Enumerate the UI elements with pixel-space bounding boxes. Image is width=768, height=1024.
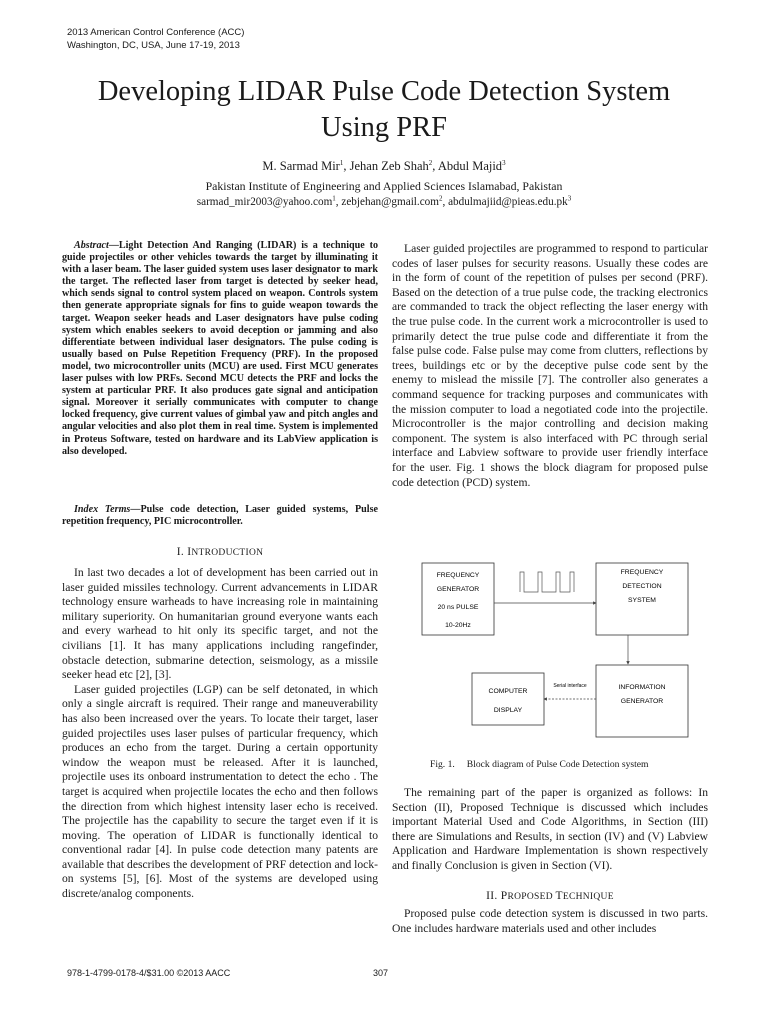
section-title-initial: P: [500, 890, 508, 902]
section-number: II.: [486, 890, 501, 902]
section-number: I.: [176, 546, 188, 558]
block-label: FREQUENCY: [436, 572, 480, 579]
block-label: GENERATOR: [620, 698, 664, 705]
block-diagram-figure: [420, 560, 690, 740]
paper-title-line-1: Developing LIDAR Pulse Code Detection System: [97, 76, 671, 107]
figure-caption-text: Block diagram of Pulse Code Detection system: [466, 759, 649, 770]
index-terms-text: —Pulse code detection, Laser guided systems, Pulse repetition frequency, PIC microcontroller.: [62, 504, 378, 528]
block-label: INFORMATION: [618, 684, 666, 691]
block-label: FREQUENCY: [620, 569, 664, 576]
abstract-label: Abstract: [74, 240, 109, 251]
figure-caption-label: Fig. 1.: [430, 759, 455, 770]
body-paragraph: In last two decades a lot of development has been carried out in laser guided missiles technology. Current advancements in LIDAR technology ensure warheads to have increasing role in maintaining military superiority. On humanitarian ground everyone wants each and every warhead to hit only its specific target, and not the civilians [1]. It has many applications including rangefinder, obstacle detection, submarine detection, seismology, as a missile seeker head etc [2], [3].: [62, 566, 378, 682]
section-heading-introduction: [62, 545, 378, 560]
computer-display-block: [472, 673, 544, 725]
index-terms-label: Index Terms: [74, 504, 131, 515]
block-label: SYSTEM: [628, 597, 656, 604]
conference-location: Washington, DC, USA, June 17-19, 2013: [67, 40, 240, 51]
author-affil-mark: 2: [428, 158, 433, 167]
author-name: Jehan Zeb Shah: [349, 159, 429, 173]
pulse-waveform: [520, 572, 574, 592]
email-mark: 3: [567, 194, 572, 203]
email-address: zebjehan@gmail.com: [341, 196, 439, 208]
block-label: DETECTION: [622, 583, 662, 590]
figure-caption: [430, 759, 649, 771]
author-affil-mark: 1: [339, 158, 344, 167]
section-heading-proposed-technique: [392, 889, 708, 904]
body-paragraph: Laser guided projectiles (LGP) can be self detonated, in which only a single aircraft is required. Their range and maneuverability has also been increased over the years. To locate their target, laser guided projectiles uses laser pulses of particular frequency, which produces an echo from the target. During a certain opportunity window the weapon must be released. After it is launched, projectile uses its onboard instrumentation to detect the echo . The target is acquired when projectile locates the echo and then follows the direction from which highest intensity laser echo is received. The projectile has the capability to secure the target even if it is moving. The operation of LIDAR is functionally identical to conventional radar [4]. In pulse code detection many patents are available that describes the development of PRF detection and lock-on systems [5], [6]. Most of the systems are developed using discrete/analog components.: [62, 682, 378, 901]
email-address: sarmad_mir2003@yahoo.com: [196, 196, 333, 208]
index-terms: [62, 504, 378, 528]
serial-interface-label: Serial interface: [553, 683, 587, 689]
email-address: abdulmajiid@pieas.edu.pk: [448, 196, 568, 208]
block-label: 20 ns PULSE: [437, 604, 479, 611]
body-paragraph: The remaining part of the paper is organized as follows: In Section (II), Proposed Technique is discussed which includes important Material Used and Code Algorithms, in Section (III) there are Simulations and Results, in section (IV) and (V) Labview Application and Hardware Implementation is shown respectively and finally Conclusion is given in Section (VI).: [392, 786, 708, 872]
author-list: [0, 158, 768, 174]
section-title-rest: NTRODUCTION: [191, 548, 264, 558]
email-mark: 1: [332, 194, 336, 203]
email-separator: ,: [335, 196, 342, 208]
footer-isbn: 978-1-4799-0178-4/$31.00 ©2013 AACC: [67, 968, 231, 978]
email-list: [0, 194, 768, 210]
block-label: DISPLAY: [493, 707, 523, 714]
section-title-rest: ROPOSED: [507, 892, 556, 902]
author-name: M. Sarmad Mir: [262, 159, 340, 173]
paper-organization: [392, 786, 708, 874]
proposed-technique-body: [392, 907, 708, 936]
block-label: COMPUTER: [488, 688, 528, 695]
paper-title: [0, 74, 768, 146]
email-mark: 2: [438, 194, 443, 203]
affiliation: Pakistan Institute of Engineering and Applied Sciences Islamabad, Pakistan: [205, 179, 563, 193]
section-title-rest: ECHNIQUE: [562, 892, 614, 902]
right-column-intro: [392, 242, 708, 490]
section-title-initial: T: [555, 890, 563, 902]
introduction-body: [62, 566, 378, 902]
email-separator: ,: [442, 196, 449, 208]
abstract-text: —Light Detection And Ranging (LIDAR) is a technique to guide projectiles or other vehicles towards the target by illuminating it with a laser beam. The laser guided system uses laser designator to mark the target. The reflected laser from target is detected by seeker head, which sends signal to control system placed on weapon. Controls system then generate appropriate signals for fins to guide weapon towards the target. Weapon seeker heads and Laser designators have pulse coding system which enables seekers to avoid deception or jamming and also differentiate between individual laser designators. The pulse coding is usually based on Pulse Repetition Frequency (PRF). In the proposed model, two microcontroller units (MCU) are used. First MCU generates laser pulses with low PRFs. Second MCU detects the PRF and locks the system at particular PRF. It also produces gate signal and anticipation signal. Moreover it serially communicates with computer to change locked frequency, give current values of gimbal yaw and pitch angles and angular velocities and also plot them in real time. System is implemented in Proteus Software, tested on hardware and its LabView application is also developed.: [62, 240, 378, 457]
block-label: 10-20Hz: [445, 622, 471, 629]
block-label: GENERATOR: [436, 586, 480, 593]
page-number: 307: [373, 968, 389, 978]
author-separator: ,: [343, 159, 350, 173]
author-name: Abdul Majid: [437, 159, 503, 173]
body-paragraph: Laser guided projectiles are programmed to respond to particular codes of laser pulses for security reasons. Usually these codes are in the form of count of the repetition of pulses per second (PRF). Based on the detection of a true pulse code, the tracking electronics are commanded to track the object reflecting the laser energy with the true pulse code. In the current work a microcontroller is used to primarily detect the true pulse code and differentiate it from the false pulse code. False pulse may come from clutters, reflections by trees, buildings etc or by the deceptive pulse code sent by the enemy to mislead the missile [7]. The controller also generates a command sequence for tracking purposes and communicates with the mission computer to load a negotiated code into the projectile. Microcontroller is the major controlling and decision making component. The system is also interfaced with PC through serial interface and Labview software to provide user friendly interface for the user. Fig. 1 shows the block diagram for proposed pulse code detection (PCD) system.: [392, 242, 708, 489]
abstract: [62, 240, 378, 458]
section-title-initial: I: [187, 546, 192, 558]
conference-name: 2013 American Control Conference (ACC): [67, 27, 245, 38]
body-paragraph: Proposed pulse code detection system is discussed in two parts. One includes hardware materials used and other includes: [392, 907, 708, 935]
author-affil-mark: 3: [502, 158, 506, 167]
conference-header: [67, 26, 244, 52]
author-separator: ,: [432, 159, 438, 173]
paper-title-line-2: Using PRF: [321, 112, 447, 143]
